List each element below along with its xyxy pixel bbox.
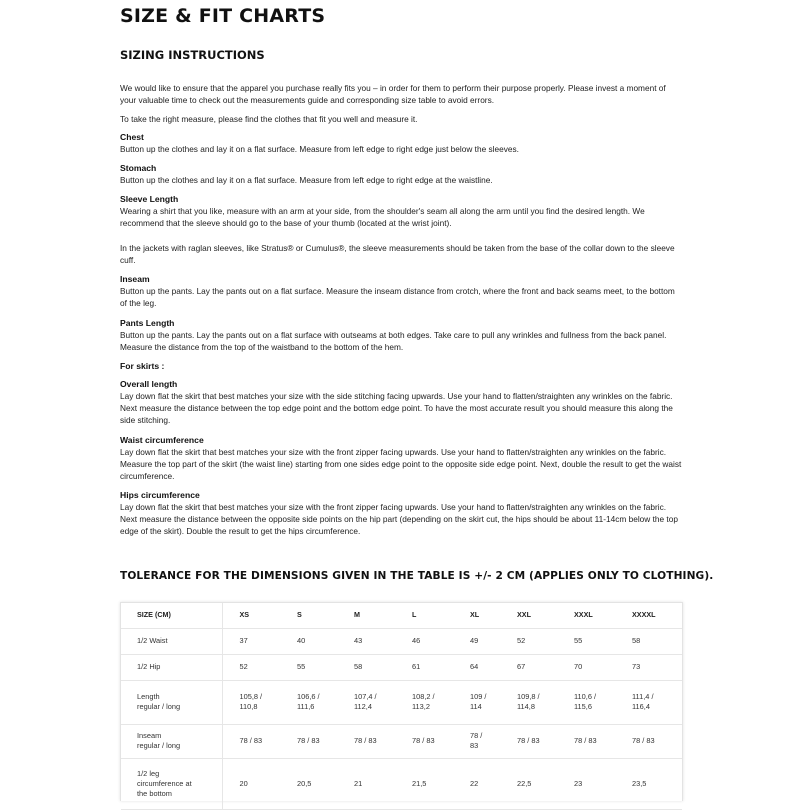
- table-cell: 43: [337, 628, 395, 654]
- table-cell: 58: [615, 628, 682, 654]
- section-title: For skirts :: [120, 361, 165, 371]
- section-title: Sleeve Length: [120, 194, 179, 204]
- table-row: [121, 654, 682, 680]
- section-text: Button up the pants. Lay the pants out on a flat surface with outseams at both edges. Take care to pull any wrinkles and fullness from the back panel. Measure the distance from the top of the waistband to the bottom of the hem.: [120, 330, 667, 352]
- section-text: Wearing a shirt that you like, measure with an arm at your side, from the shoulder's seam all along the arm until you find the desired length. We recommend that the sleeve should go to the base of your thumb (located at the wrist joint).: [120, 206, 645, 228]
- table-cell: 52: [222, 654, 280, 680]
- table-cell: 23,5: [615, 758, 682, 809]
- table-cell: 111,4 / 116,4: [615, 680, 682, 724]
- table-header-row: [121, 603, 682, 628]
- table-row: [121, 758, 682, 809]
- section-text: Lay down flat the skirt that best matches your size with the side stitching facing upwards. Use your hand to flatten/straighten any wrinkles on the fabric. Next measure the distance between the top edge point and the bottom edge point. To have the most accurate result you should measure this along the side stitching.: [120, 391, 673, 425]
- tolerance-heading: TOLERANCE FOR THE DIMENSIONS GIVEN IN THE TABLE IS +/- 2 CM (APPLIES ONLY TO CLOTHING).: [120, 570, 714, 582]
- table-cell: 108,2 / 113,2: [395, 680, 453, 724]
- table-row: [121, 680, 682, 724]
- table-row: [121, 628, 682, 654]
- table-cell: 46: [395, 628, 453, 654]
- table-cell: 52: [500, 628, 557, 654]
- table-cell: 22: [453, 758, 500, 809]
- table-header-cell: M: [337, 603, 395, 628]
- section-sleeve-length: [120, 193, 682, 229]
- table-row-label: 1/2 Hip: [121, 654, 222, 680]
- table-cell: 107,4 / 112,4: [337, 680, 395, 724]
- table-header-cell: S: [280, 603, 337, 628]
- table-cell: 55: [557, 628, 615, 654]
- intro-paragraph-2: [120, 113, 682, 125]
- table-cell: 40: [280, 628, 337, 654]
- intro-text-1: We would like to ensure that the apparel you purchase really fits you – in order for them to perform their purpose properly. Please invest a moment of your valuable time to check out the measurements guide and corresponding size table to avoid errors.: [120, 83, 666, 105]
- table-cell: 110,6 / 115,6: [557, 680, 615, 724]
- table-cell: 20: [222, 758, 280, 809]
- table-cell: 106,6 / 111,6: [280, 680, 337, 724]
- table-cell: 78 / 83: [337, 724, 395, 758]
- table-cell: 78 / 83: [280, 724, 337, 758]
- table-cell: 23: [557, 758, 615, 809]
- section-waist-circumference: [120, 434, 682, 482]
- table-cell: 73: [615, 654, 682, 680]
- page-title: SIZE & FIT CHARTS: [120, 5, 326, 27]
- table-cell: 49: [453, 628, 500, 654]
- section-title: Overall length: [120, 379, 178, 389]
- table-cell: 55: [280, 654, 337, 680]
- table-row-label: Length regular / long: [121, 680, 222, 724]
- table-cell: 78 / 83: [453, 724, 500, 758]
- table-row-label: 1/2 Waist: [121, 628, 222, 654]
- table-header-cell: XS: [222, 603, 280, 628]
- table-row: [121, 724, 682, 758]
- table-header-cell: XL: [453, 603, 500, 628]
- table-cell: 61: [395, 654, 453, 680]
- table-cell: 64: [453, 654, 500, 680]
- section-title: Pants Length: [120, 318, 175, 328]
- section-pants-length: [120, 317, 682, 353]
- table-cell: 105,8 / 110,8: [222, 680, 280, 724]
- section-stomach: [120, 162, 682, 186]
- intro-text-2: To take the right measure, please find the clothes that fit you well and measure it.: [120, 114, 418, 124]
- table-cell: 20,5: [280, 758, 337, 809]
- section-title: Stomach: [120, 163, 157, 173]
- table-cell: 37: [222, 628, 280, 654]
- section-text: In the jackets with raglan sleeves, like Stratus® or Cumulus®, the sleeve measurements should be taken from the base of the collar down to the sleeve cuff.: [120, 243, 675, 265]
- table-cell: 70: [557, 654, 615, 680]
- table-row-label: 1/2 leg circumference at the bottom: [121, 758, 222, 809]
- section-chest: [120, 131, 682, 155]
- section-text: Button up the clothes and lay it on a flat surface. Measure from left edge to right edge at the waistline.: [120, 175, 493, 185]
- table-header-cell: SIZE (CM): [121, 603, 222, 628]
- section-text: Lay down flat the skirt that best matches your size with the front zipper facing upwards. Use your hand to flatten/straighten any wrinkles on the fabric. Measure the top part of the skirt (the waist line) starting from one sides edge point to the opposite side edge point. Next, double the result to get the waist circumference.: [120, 447, 682, 481]
- section-hips-circumference: [120, 489, 682, 537]
- table-cell: 78 / 83: [500, 724, 557, 758]
- section-title: Waist circumference: [120, 435, 204, 445]
- table-cell: 21,5: [395, 758, 453, 809]
- section-for-skirts: [120, 360, 682, 372]
- table-header-cell: XXL: [500, 603, 557, 628]
- table-cell: 78 / 83: [395, 724, 453, 758]
- table-cell: 109,8 / 114,8: [500, 680, 557, 724]
- table-row-label: Inseam regular / long: [121, 724, 222, 758]
- table-cell: 67: [500, 654, 557, 680]
- section-title: Chest: [120, 132, 144, 142]
- section-sleeve-length-note: [120, 242, 682, 266]
- table-cell: 78 / 83: [222, 724, 280, 758]
- table-header-cell: XXXXL: [615, 603, 682, 628]
- table-header-cell: L: [395, 603, 453, 628]
- section-text: Lay down flat the skirt that best matches your size with the front zipper facing upwards. Use your hand to flatten/straighten any wrinkles on the fabric. Next measure the distance between the opposite side points on the hip part (depending on the skirt cut, the hips should be about 11-14cm below the top edge of the skirt). Double the result to get the hips circumference.: [120, 502, 678, 536]
- section-overall-length: [120, 378, 682, 426]
- section-inseam: [120, 273, 682, 309]
- table-header-cell: XXXL: [557, 603, 615, 628]
- section-text: Button up the clothes and lay it on a flat surface. Measure from left edge to right edge just below the sleeves.: [120, 144, 519, 154]
- section-title: Inseam: [120, 274, 150, 284]
- table-cell: 78 / 83: [615, 724, 682, 758]
- table-cell: 22,5: [500, 758, 557, 809]
- section-text: Button up the pants. Lay the pants out on a flat surface. Measure the inseam distance from crotch, where the front and back seams meet, to the bottom of the leg.: [120, 286, 675, 308]
- section-heading: SIZING INSTRUCTIONS: [120, 48, 265, 62]
- size-table-container: [120, 602, 683, 801]
- intro-paragraph-1: [120, 82, 682, 106]
- table-cell: 109 / 114: [453, 680, 500, 724]
- table-cell: 21: [337, 758, 395, 809]
- table-cell: 78 / 83: [557, 724, 615, 758]
- section-title: Hips circumference: [120, 490, 200, 500]
- size-table: [121, 603, 682, 810]
- table-cell: 58: [337, 654, 395, 680]
